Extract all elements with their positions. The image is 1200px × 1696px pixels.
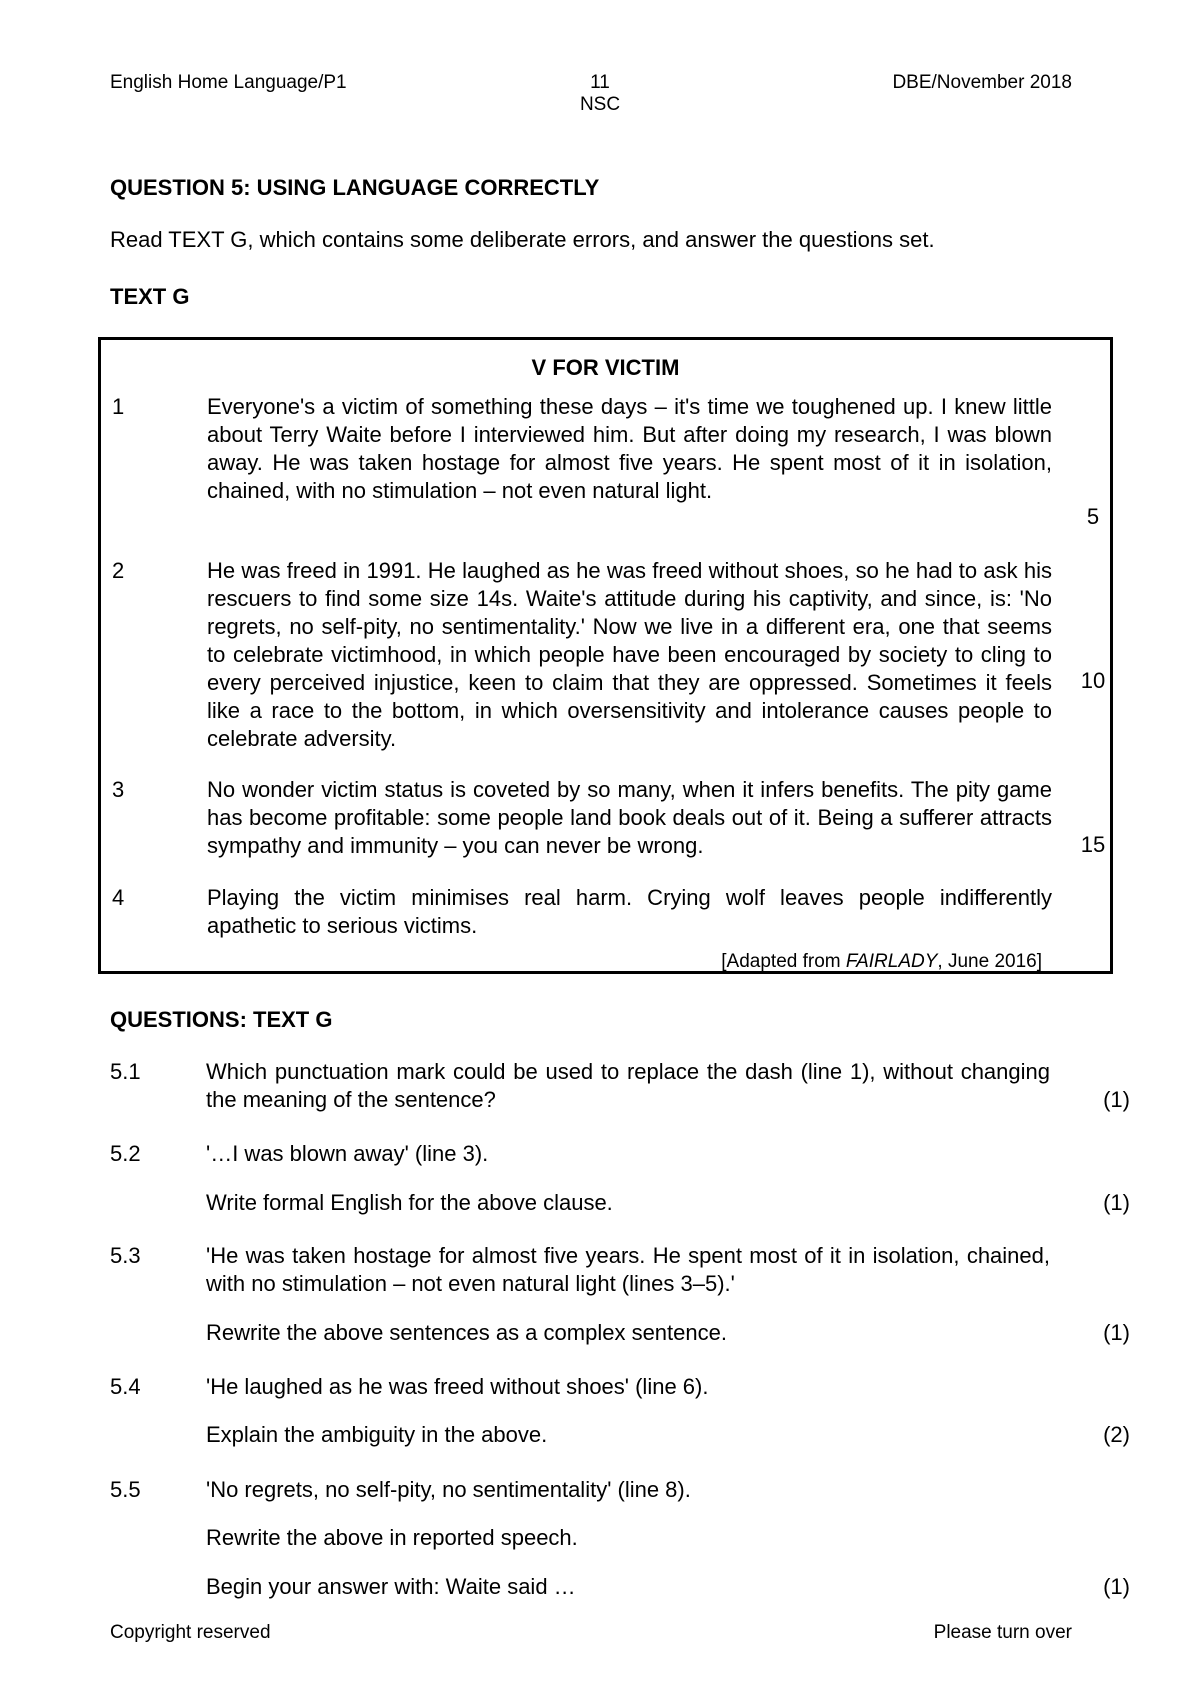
header-subtitle: NSC [579,94,621,115]
question-instruction: Rewrite the above in reported speech. [206,1525,578,1550]
question-number: 5.4 [110,1374,141,1399]
line-number: 15 [1080,832,1106,857]
header-center [560,72,640,116]
footer-left: Copyright reserved [110,1622,271,1643]
question-text: 'He laughed as he was freed without shoes' (line 6). [206,1374,709,1399]
question-instruction: Explain the ambiguity in the above. [206,1422,548,1447]
line-number: 5 [1086,504,1100,529]
question-instruction: Write formal English for the above clause. [206,1190,613,1215]
question-mark: (1) [1103,1320,1130,1345]
paragraph-number: 1 [112,394,125,419]
source-citation [721,951,1042,973]
box-title: V FOR VICTIM [531,355,680,380]
source-publication: FAIRLADY [845,951,938,972]
question-instruction: Read TEXT G, which contains some deliberate errors, and answer the questions set. [110,227,935,252]
question-mark: (1) [1103,1190,1130,1215]
question-text: '…I was blown away' (line 3). [206,1141,489,1166]
text-label: TEXT G [110,284,190,309]
question-number: 5.3 [110,1243,141,1268]
footer-right: Please turn over [933,1622,1072,1643]
paragraph-number: 3 [112,777,125,802]
paragraph-text: Everyone's a victim of something these days – it's time we toughened up. I knew little about Terry Waite before I interviewed him. But after doing my research, I was blown away. He was taken hostage for almost five years. He spent most of it in isolation, chained, with no stimulation – not even natural light. [207,394,1052,503]
question-number: 5.5 [110,1477,141,1502]
question-instruction: Begin your answer with: Waite said … [206,1574,576,1599]
question-mark: (1) [1103,1574,1130,1599]
question-instruction: Rewrite the above sentences as a complex sentence. [206,1320,727,1345]
paragraph-number: 4 [112,885,125,910]
question-text: 'He was taken hostage for almost five years. He spent most of it in isolation, chained, with no stimulation – not even natural light (lines 3–5).' [206,1243,1050,1296]
question-number: 5.2 [110,1141,141,1166]
page-number: 11 [590,72,610,93]
line-number: 10 [1080,668,1106,693]
paragraph-text: No wonder victim status is coveted by so many, when it infers benefits. The pity game has become profitable: some people land book deals out of it. Being a sufferer attracts sympathy and immunity – you can never be wrong. [207,777,1052,858]
header-right: DBE/November 2018 [892,72,1072,93]
paragraph-text: He was freed in 1991. He laughed as he was freed without shoes, so he had to ask his rescuers to find some size 14s. Waite's attitude during his captivity, and since, is: 'No regrets, no self-pity, no sentimentality.' Now we live in a different era, one that seems to celebrate victimhood, in which people have been encouraged by society to cling to every perceived injustice, keen to claim that they are oppressed. Sometimes it feels like a race to the bottom, in which oversensitivity and intolerance causes people to celebrate adversity. [207,558,1052,751]
source-suffix: , June 2016] [937,951,1042,972]
question-text: Which punctuation mark could be used to replace the dash (line 1), without changing the meaning of the sentence? [206,1059,1050,1112]
question-title: QUESTION 5: USING LANGUAGE CORRECTLY [110,175,600,200]
question-mark: (1) [1103,1087,1130,1112]
question-mark: (2) [1103,1422,1130,1447]
paragraph-text: Playing the victim minimises real harm. Crying wolf leaves people indifferently apathetic to serious victims. [207,885,1052,938]
text-box [98,337,1113,974]
question-text: 'No regrets, no self-pity, no sentimentality' (line 8). [206,1477,691,1502]
questions-label: QUESTIONS: TEXT G [110,1007,333,1032]
paragraph-number: 2 [112,558,125,583]
header-left: English Home Language/P1 [110,72,347,93]
question-number: 5.1 [110,1059,141,1084]
source-prefix: [Adapted from [721,951,846,972]
